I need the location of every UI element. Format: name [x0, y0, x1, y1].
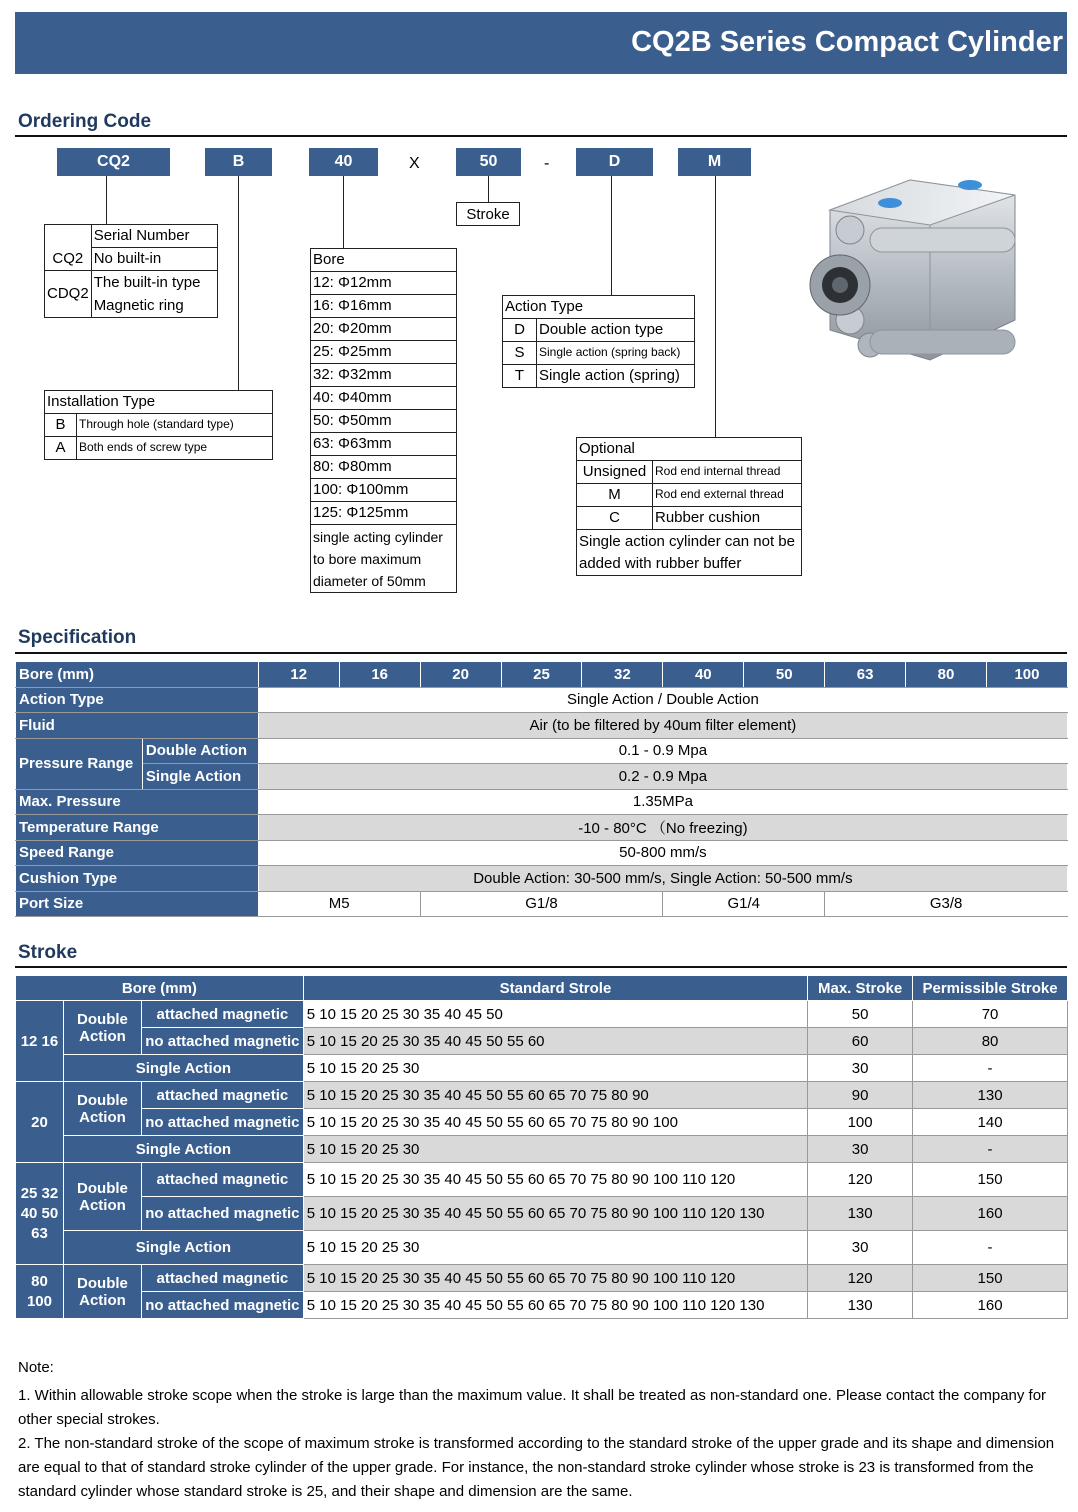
- installation-title: Installation Type: [45, 391, 273, 414]
- code-separator-x: X: [409, 155, 420, 172]
- stroke-magnetic-label: no attached magnetic: [141, 1292, 303, 1319]
- spec-row-pressure-single: [16, 764, 1068, 790]
- stroke-max: 30: [808, 1136, 913, 1163]
- optional-desc: Rod end external thread: [653, 484, 802, 507]
- spec-value: Double Action: 30-500 mm/s, Single Action: 50-500 mm/s: [258, 866, 1067, 892]
- stroke-row: [16, 1001, 1068, 1028]
- spec-value: Air (to be filtered by 40um filter element): [258, 713, 1067, 739]
- stroke-single-label: Single Action: [63, 1055, 303, 1082]
- spec-label: Speed Range: [16, 840, 259, 866]
- action-desc: Single action (spring): [537, 365, 695, 388]
- optional-note: Single action cylinder can not be added with rubber buffer: [577, 530, 802, 576]
- installation-desc: Both ends of screw type: [77, 437, 273, 460]
- stroke-permissible: 70: [913, 1001, 1068, 1028]
- code-stroke: 50: [456, 148, 521, 176]
- stroke-standard: 5 10 15 20 25 30 35 40 45 50 55 60 65 70 75 80 90 100 110 120: [303, 1163, 807, 1197]
- action-code: T: [503, 365, 537, 388]
- stroke-permissible: 160: [913, 1197, 1068, 1231]
- spec-bore-value: 25: [501, 662, 582, 688]
- spec-label: Fluid: [16, 713, 259, 739]
- serial-desc: No built-in: [91, 248, 217, 271]
- spec-sublabel: Single Action: [142, 764, 258, 790]
- spec-port-value: M5: [258, 891, 420, 917]
- spec-label: Max. Pressure: [16, 789, 259, 815]
- ordering-code-rule: [15, 135, 1067, 137]
- spec-label: Cushion Type: [16, 866, 259, 892]
- stroke-standard: 5 10 15 20 25 30 35 40 45 50: [303, 1001, 807, 1028]
- code-bore: 40: [309, 148, 378, 176]
- stroke-magnetic-label: no attached magnetic: [141, 1109, 303, 1136]
- code-action: D: [576, 148, 653, 176]
- optional-code: Unsigned: [577, 461, 653, 484]
- optional-code: C: [577, 507, 653, 530]
- stroke-permissible: -: [913, 1055, 1068, 1082]
- connector-optional: [715, 176, 716, 438]
- stroke-header: Permissible Stroke: [913, 976, 1068, 1001]
- spec-bore-value: 20: [420, 662, 501, 688]
- stroke-permissible: 160: [913, 1292, 1068, 1319]
- spec-port-value: G1/4: [663, 891, 825, 917]
- stroke-permissible: 150: [913, 1163, 1068, 1197]
- bore-option: 50: Φ50mm: [311, 410, 457, 433]
- connector-installation: [238, 176, 239, 390]
- stroke-row: [16, 1136, 1068, 1163]
- spec-bore-value: 40: [663, 662, 744, 688]
- optional-desc: Rubber cushion: [653, 507, 802, 530]
- spec-bore-value: 12: [258, 662, 339, 688]
- spec-label: Bore (mm): [16, 662, 259, 688]
- stroke-double-label: Double Action: [63, 1001, 141, 1055]
- stroke-magnetic-label: attached magnetic: [141, 1163, 303, 1197]
- installation-code: A: [45, 437, 77, 460]
- spec-row-pressure-double: [16, 738, 1068, 764]
- stroke-bore-group: 20: [16, 1082, 64, 1163]
- ordering-code-title: Ordering Code: [18, 111, 152, 132]
- action-title: Action Type: [503, 296, 695, 319]
- stroke-standard: 5 10 15 20 25 30: [303, 1231, 807, 1265]
- spec-sublabel: Double Action: [142, 738, 258, 764]
- bore-option: 80: Φ80mm: [311, 456, 457, 479]
- specification-rule: [15, 652, 1067, 654]
- stroke-header-row: [16, 976, 1068, 1001]
- notes: [18, 1356, 1063, 1504]
- bore-option: 40: Φ40mm: [311, 387, 457, 410]
- bore-title: Bore: [311, 249, 457, 272]
- stroke-max: 120: [808, 1163, 913, 1197]
- stroke-header: Bore (mm): [16, 976, 304, 1001]
- stroke-max: 30: [808, 1231, 913, 1265]
- code-separator-dash: -: [544, 155, 550, 172]
- note-item: 1. Within allowable stroke scope when the stroke is large than the maximum value. It shall be treated as non-standard one. Please contact the company for other special strokes.: [18, 1387, 1047, 1428]
- action-code: S: [503, 342, 537, 365]
- action-code: D: [503, 319, 537, 342]
- stroke-standard: 5 10 15 20 25 30: [303, 1136, 807, 1163]
- specification-table: [15, 661, 1068, 917]
- spec-row-bore: [16, 662, 1068, 688]
- spec-row-temperature: [16, 815, 1068, 841]
- bore-option: 16: Φ16mm: [311, 295, 457, 318]
- notes-title: Note:: [18, 1359, 54, 1376]
- stroke-double-label: Double Action: [63, 1082, 141, 1136]
- stroke-max: 60: [808, 1028, 913, 1055]
- spec-row-cushion: [16, 866, 1068, 892]
- stroke-row: [16, 1163, 1068, 1197]
- spec-value: 0.1 - 0.9 Mpa: [258, 738, 1067, 764]
- stroke-single-label: Single Action: [63, 1136, 303, 1163]
- stroke-permissible: 130: [913, 1082, 1068, 1109]
- header-banner: [15, 12, 1067, 74]
- connector-bore: [343, 176, 344, 248]
- spec-bore-value: 32: [582, 662, 663, 688]
- stroke-permissible: 150: [913, 1265, 1068, 1292]
- stroke-row: [16, 1109, 1068, 1136]
- installation-desc: Through hole (standard type): [77, 414, 273, 437]
- spec-row-max-pressure: [16, 789, 1068, 815]
- connector-stroke: [488, 176, 489, 203]
- spec-value: 0.2 - 0.9 Mpa: [258, 764, 1067, 790]
- stroke-max: 30: [808, 1055, 913, 1082]
- stroke-row: [16, 1197, 1068, 1231]
- stroke-double-label: Double Action: [63, 1163, 141, 1231]
- stroke-magnetic-label: no attached magnetic: [141, 1028, 303, 1055]
- stroke-standard: 5 10 15 20 25 30 35 40 45 50 55 60: [303, 1028, 807, 1055]
- bore-option: 25: Φ25mm: [311, 341, 457, 364]
- stroke-rule: [15, 966, 1067, 968]
- spec-bore-value: 16: [339, 662, 420, 688]
- stroke-table: [15, 975, 1068, 1319]
- stroke-max: 50: [808, 1001, 913, 1028]
- action-desc: Single action (spring back): [537, 342, 695, 365]
- stroke-row: [16, 1028, 1068, 1055]
- stroke-max: 130: [808, 1197, 913, 1231]
- installation-type-table: [44, 390, 273, 460]
- spec-value: 50-800 mm/s: [258, 840, 1067, 866]
- specification-title: Specification: [18, 627, 137, 648]
- spec-row-action: [16, 687, 1068, 713]
- stroke-header: Standard Strole: [303, 976, 807, 1001]
- spec-port-value: G3/8: [825, 891, 1068, 917]
- code-optional: M: [678, 148, 751, 176]
- bore-option: 63: Φ63mm: [311, 433, 457, 456]
- stroke-bore-group: 25 32 40 50 63: [16, 1163, 64, 1265]
- bore-option: 32: Φ32mm: [311, 364, 457, 387]
- bore-option: 12: Φ12mm: [311, 272, 457, 295]
- stroke-row: [16, 1231, 1068, 1265]
- serial-desc: The built-in type Magnetic ring: [91, 271, 217, 318]
- stroke-max: 100: [808, 1109, 913, 1136]
- optional-desc: Rod end internal thread: [653, 461, 802, 484]
- spec-bore-value: 63: [825, 662, 906, 688]
- code-series: CQ2: [57, 148, 170, 176]
- spec-row-fluid: [16, 713, 1068, 739]
- serial-code: CDQ2: [45, 271, 92, 318]
- stroke-single-label: Single Action: [63, 1231, 303, 1265]
- stroke-magnetic-label: attached magnetic: [141, 1265, 303, 1292]
- code-installation: B: [205, 148, 272, 176]
- serial-title: Serial Number: [91, 225, 217, 248]
- action-type-table: [502, 295, 695, 388]
- spec-value: Single Action / Double Action: [258, 687, 1067, 713]
- stroke-bore-group: 80 100: [16, 1265, 64, 1319]
- spec-label: Action Type: [16, 687, 259, 713]
- bore-option: 125: Φ125mm: [311, 502, 457, 525]
- serial-number-table: [44, 224, 218, 318]
- bore-table: [310, 248, 457, 593]
- bore-note: single acting cylinder to bore maximum diameter of 50mm: [311, 525, 457, 593]
- stroke-standard: 5 10 15 20 25 30: [303, 1055, 807, 1082]
- stroke-row: [16, 1265, 1068, 1292]
- spec-row-speed: [16, 840, 1068, 866]
- optional-table: [576, 437, 802, 576]
- stroke-standard: 5 10 15 20 25 30 35 40 45 50 55 60 65 70 75 80 90 100 110 120 130: [303, 1197, 807, 1231]
- stroke-bore-group: 12 16: [16, 1001, 64, 1082]
- spec-port-value: G1/8: [420, 891, 663, 917]
- stroke-permissible: -: [913, 1231, 1068, 1265]
- bore-option: 100: Φ100mm: [311, 479, 457, 502]
- spec-label: Temperature Range: [16, 815, 259, 841]
- action-desc: Double action type: [537, 319, 695, 342]
- spec-label: Pressure Range: [16, 738, 143, 789]
- stroke-max: 130: [808, 1292, 913, 1319]
- stroke-magnetic-label: attached magnetic: [141, 1082, 303, 1109]
- stroke-max: 90: [808, 1082, 913, 1109]
- stroke-row: [16, 1082, 1068, 1109]
- stroke-row: [16, 1292, 1068, 1319]
- serial-code: CQ2: [45, 248, 92, 271]
- cylinder-product-image: [790, 170, 1030, 370]
- connector-action: [611, 176, 612, 296]
- optional-code: M: [577, 484, 653, 507]
- stroke-permissible: 80: [913, 1028, 1068, 1055]
- stroke-max: 120: [808, 1265, 913, 1292]
- optional-title: Optional: [577, 438, 802, 461]
- stroke-standard: 5 10 15 20 25 30 35 40 45 50 55 60 65 70 75 80 90: [303, 1082, 807, 1109]
- spec-value: 1.35MPa: [258, 789, 1067, 815]
- stroke-double-label: Double Action: [63, 1265, 141, 1319]
- stroke-permissible: -: [913, 1136, 1068, 1163]
- stroke-row: [16, 1055, 1068, 1082]
- spec-row-port: [16, 891, 1068, 917]
- stroke-label: Stroke: [456, 202, 520, 226]
- stroke-standard: 5 10 15 20 25 30 35 40 45 50 55 60 65 70 75 80 90 100 110 120: [303, 1265, 807, 1292]
- spec-bore-value: 50: [744, 662, 825, 688]
- stroke-magnetic-label: attached magnetic: [141, 1001, 303, 1028]
- connector-series: [106, 176, 107, 224]
- spec-bore-value: 80: [906, 662, 987, 688]
- stroke-title: Stroke: [18, 942, 78, 963]
- stroke-standard: 5 10 15 20 25 30 35 40 45 50 55 60 65 70 75 80 90 100 110 120 130: [303, 1292, 807, 1319]
- stroke-permissible: 140: [913, 1109, 1068, 1136]
- spec-value: -10 - 80°C （No freezing): [258, 815, 1067, 841]
- installation-code: B: [45, 414, 77, 437]
- spec-label: Port Size: [16, 891, 259, 917]
- stroke-magnetic-label: no attached magnetic: [141, 1197, 303, 1231]
- stroke-standard: 5 10 15 20 25 30 35 40 45 50 55 60 65 70 75 80 90 100: [303, 1109, 807, 1136]
- spec-bore-value: 100: [986, 662, 1067, 688]
- bore-option: 20: Φ20mm: [311, 318, 457, 341]
- note-item: 2. The non-standard stroke of the scope of maximum stroke is transformed according to the standard stroke of the upper grade and its shape and dimension are equal to that of standard stroke cylinder of the upper grade. For instance, the non-standard stroke cylinder whose stroke is 23 is transformed from the standard cylinder whose standard stroke is 25, and their shape and dimension are the same.: [18, 1435, 1055, 1500]
- stroke-header: Max. Stroke: [808, 976, 913, 1001]
- page-title: CQ2B Series Compact Cylinder: [631, 26, 1063, 58]
